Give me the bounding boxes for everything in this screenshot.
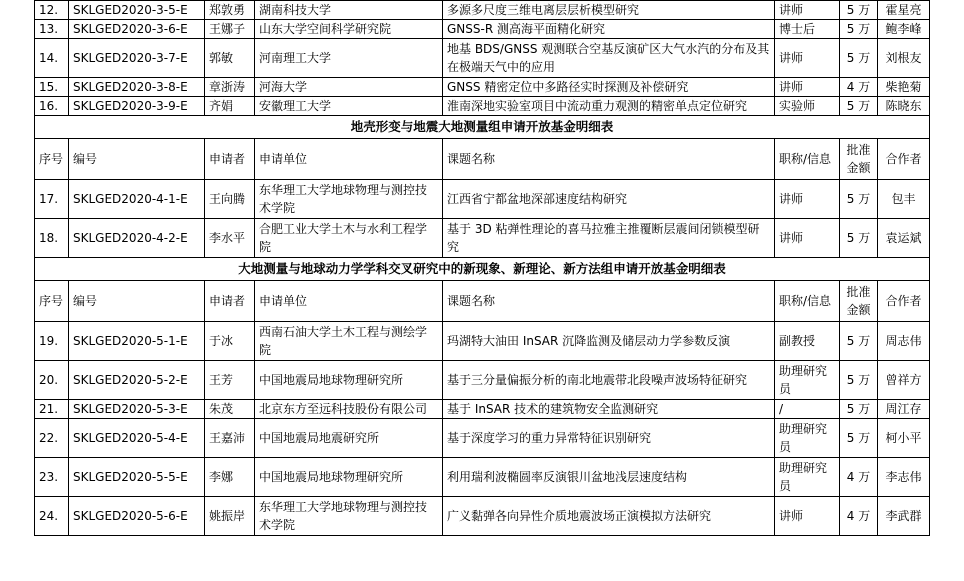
section-title: 大地测量与地球动力学学科交叉研究中的新现象、新理论、新方法组申请开放基金明细表 <box>35 258 930 281</box>
cell-applicant: 姚振岸 <box>205 497 255 536</box>
section-title-row <box>35 258 930 281</box>
cell-amount: 4 万 <box>840 497 878 536</box>
fund-table <box>34 0 930 536</box>
cell-partner: 陈晓东 <box>878 97 930 116</box>
cell-code: SKLGED2020-3-9-E <box>69 97 205 116</box>
cell-applicant: 王嘉沛 <box>205 419 255 458</box>
cell-unit: 河南理工大学 <box>255 39 443 78</box>
cell-topic: 地基 BDS/GNSS 观测联合空基反演矿区大气水汽的分布及其在极端天气中的应用 <box>443 39 775 78</box>
cell-unit: 合肥工业大学土木与水利工程学院 <box>255 219 443 258</box>
cell-applicant: 王向腾 <box>205 180 255 219</box>
cell-applicant: 李娜 <box>205 458 255 497</box>
cell-title: 助理研究员 <box>775 458 840 497</box>
cell-code: SKLGED2020-5-6-E <box>69 497 205 536</box>
cell-applicant: 齐娟 <box>205 97 255 116</box>
cell-topic: GNSS 精密定位中多路径实时探测及补偿研究 <box>443 78 775 97</box>
cell-title: 助理研究员 <box>775 419 840 458</box>
table-row <box>35 400 930 419</box>
cell-title: 博士后 <box>775 20 840 39</box>
cell-unit: 山东大学空间科学研究院 <box>255 20 443 39</box>
header-title: 职称/信息 <box>775 281 840 322</box>
cell-title: / <box>775 400 840 419</box>
cell-no: 12. <box>35 1 69 20</box>
cell-partner: 柯小平 <box>878 419 930 458</box>
cell-unit: 东华理工大学地球物理与测控技术学院 <box>255 497 443 536</box>
cell-unit: 中国地震局地震研究所 <box>255 419 443 458</box>
cell-partner: 刘根友 <box>878 39 930 78</box>
cell-topic: 基于深度学习的重力异常特征识别研究 <box>443 419 775 458</box>
cell-topic: 利用瑞利波椭圆率反演银川盆地浅层速度结构 <box>443 458 775 497</box>
cell-no: 24. <box>35 497 69 536</box>
header-title: 职称/信息 <box>775 139 840 180</box>
cell-amount: 5 万 <box>840 219 878 258</box>
cell-topic: 基于 3D 粘弹性理论的喜马拉雅主推覆断层震间闭锁模型研究 <box>443 219 775 258</box>
table-row <box>35 419 930 458</box>
cell-topic: 基于 InSAR 技术的建筑物安全监测研究 <box>443 400 775 419</box>
cell-no: 17. <box>35 180 69 219</box>
cell-partner: 包丰 <box>878 180 930 219</box>
header-partner: 合作者 <box>878 139 930 180</box>
header-applicant: 申请者 <box>205 281 255 322</box>
cell-no: 19. <box>35 322 69 361</box>
cell-no: 18. <box>35 219 69 258</box>
cell-amount: 5 万 <box>840 419 878 458</box>
cell-unit: 安徽理工大学 <box>255 97 443 116</box>
cell-code: SKLGED2020-5-2-E <box>69 361 205 400</box>
cell-amount: 4 万 <box>840 458 878 497</box>
cell-topic: 广义黏弹各向异性介质地震波场正演模拟方法研究 <box>443 497 775 536</box>
cell-amount: 5 万 <box>840 361 878 400</box>
cell-partner: 周志伟 <box>878 322 930 361</box>
cell-partner: 袁运斌 <box>878 219 930 258</box>
cell-topic: GNSS-R 测高海平面精化研究 <box>443 20 775 39</box>
header-code: 编号 <box>69 139 205 180</box>
cell-code: SKLGED2020-3-8-E <box>69 78 205 97</box>
cell-no: 15. <box>35 78 69 97</box>
cell-no: 21. <box>35 400 69 419</box>
cell-title: 讲师 <box>775 78 840 97</box>
cell-applicant: 王娜子 <box>205 20 255 39</box>
header-no: 序号 <box>35 281 69 322</box>
cell-title: 讲师 <box>775 219 840 258</box>
cell-applicant: 郑敦勇 <box>205 1 255 20</box>
cell-code: SKLGED2020-3-6-E <box>69 20 205 39</box>
cell-topic: 玛湖特大油田 InSAR 沉降监测及储层动力学参数反演 <box>443 322 775 361</box>
cell-amount: 5 万 <box>840 97 878 116</box>
cell-code: SKLGED2020-5-1-E <box>69 322 205 361</box>
cell-title: 实验师 <box>775 97 840 116</box>
cell-partner: 李志伟 <box>878 458 930 497</box>
cell-unit: 北京东方至远科技股份有限公司 <box>255 400 443 419</box>
cell-code: SKLGED2020-3-5-E <box>69 1 205 20</box>
cell-partner: 霍星亮 <box>878 1 930 20</box>
cell-no: 22. <box>35 419 69 458</box>
header-amount: 批准金额 <box>840 139 878 180</box>
cell-title: 讲师 <box>775 39 840 78</box>
cell-no: 23. <box>35 458 69 497</box>
header-row <box>35 281 930 322</box>
cell-no: 20. <box>35 361 69 400</box>
header-unit: 申请单位 <box>255 281 443 322</box>
cell-code: SKLGED2020-3-7-E <box>69 39 205 78</box>
header-row <box>35 139 930 180</box>
table-row <box>35 219 930 258</box>
header-no: 序号 <box>35 139 69 180</box>
cell-unit: 湖南科技大学 <box>255 1 443 20</box>
cell-amount: 4 万 <box>840 78 878 97</box>
cell-no: 14. <box>35 39 69 78</box>
cell-applicant: 郭敏 <box>205 39 255 78</box>
cell-amount: 5 万 <box>840 400 878 419</box>
cell-unit: 中国地震局地球物理研究所 <box>255 458 443 497</box>
cell-partner: 柴艳菊 <box>878 78 930 97</box>
cell-code: SKLGED2020-5-5-E <box>69 458 205 497</box>
cell-applicant: 李水平 <box>205 219 255 258</box>
table-row <box>35 1 930 20</box>
cell-applicant: 王芳 <box>205 361 255 400</box>
cell-amount: 5 万 <box>840 20 878 39</box>
cell-title: 讲师 <box>775 1 840 20</box>
section-title-row <box>35 116 930 139</box>
table-row <box>35 39 930 78</box>
cell-title: 助理研究员 <box>775 361 840 400</box>
cell-amount: 5 万 <box>840 322 878 361</box>
cell-unit: 中国地震局地球物理研究所 <box>255 361 443 400</box>
table-row <box>35 497 930 536</box>
table-row <box>35 97 930 116</box>
cell-applicant: 于冰 <box>205 322 255 361</box>
cell-topic: 基于三分量偏振分析的南北地震带北段噪声波场特征研究 <box>443 361 775 400</box>
table-row <box>35 322 930 361</box>
cell-applicant: 朱茂 <box>205 400 255 419</box>
cell-amount: 5 万 <box>840 1 878 20</box>
cell-code: SKLGED2020-5-4-E <box>69 419 205 458</box>
section-title: 地壳形变与地震大地测量组申请开放基金明细表 <box>35 116 930 139</box>
cell-unit: 河海大学 <box>255 78 443 97</box>
table-row <box>35 20 930 39</box>
cell-title: 讲师 <box>775 180 840 219</box>
header-topic: 课题名称 <box>443 139 775 180</box>
table-row <box>35 458 930 497</box>
table-row <box>35 361 930 400</box>
cell-topic: 多源多尺度三维电离层层析模型研究 <box>443 1 775 20</box>
table-body <box>35 1 930 536</box>
header-topic: 课题名称 <box>443 281 775 322</box>
cell-title: 副教授 <box>775 322 840 361</box>
cell-amount: 5 万 <box>840 39 878 78</box>
cell-code: SKLGED2020-5-3-E <box>69 400 205 419</box>
cell-no: 16. <box>35 97 69 116</box>
header-amount: 批准金额 <box>840 281 878 322</box>
cell-partner: 曾祥方 <box>878 361 930 400</box>
table-row <box>35 180 930 219</box>
cell-partner: 李武群 <box>878 497 930 536</box>
header-unit: 申请单位 <box>255 139 443 180</box>
cell-partner: 鲍李峰 <box>878 20 930 39</box>
cell-unit: 东华理工大学地球物理与测控技术学院 <box>255 180 443 219</box>
cell-topic: 江西省宁都盆地深部速度结构研究 <box>443 180 775 219</box>
header-applicant: 申请者 <box>205 139 255 180</box>
table-row <box>35 78 930 97</box>
cell-unit: 西南石油大学土木工程与测绘学院 <box>255 322 443 361</box>
cell-no: 13. <box>35 20 69 39</box>
cell-topic: 淮南深地实验室项目中流动重力观测的精密单点定位研究 <box>443 97 775 116</box>
header-code: 编号 <box>69 281 205 322</box>
cell-applicant: 章浙涛 <box>205 78 255 97</box>
cell-title: 讲师 <box>775 497 840 536</box>
cell-amount: 5 万 <box>840 180 878 219</box>
cell-code: SKLGED2020-4-2-E <box>69 219 205 258</box>
header-partner: 合作者 <box>878 281 930 322</box>
cell-partner: 周江存 <box>878 400 930 419</box>
cell-code: SKLGED2020-4-1-E <box>69 180 205 219</box>
